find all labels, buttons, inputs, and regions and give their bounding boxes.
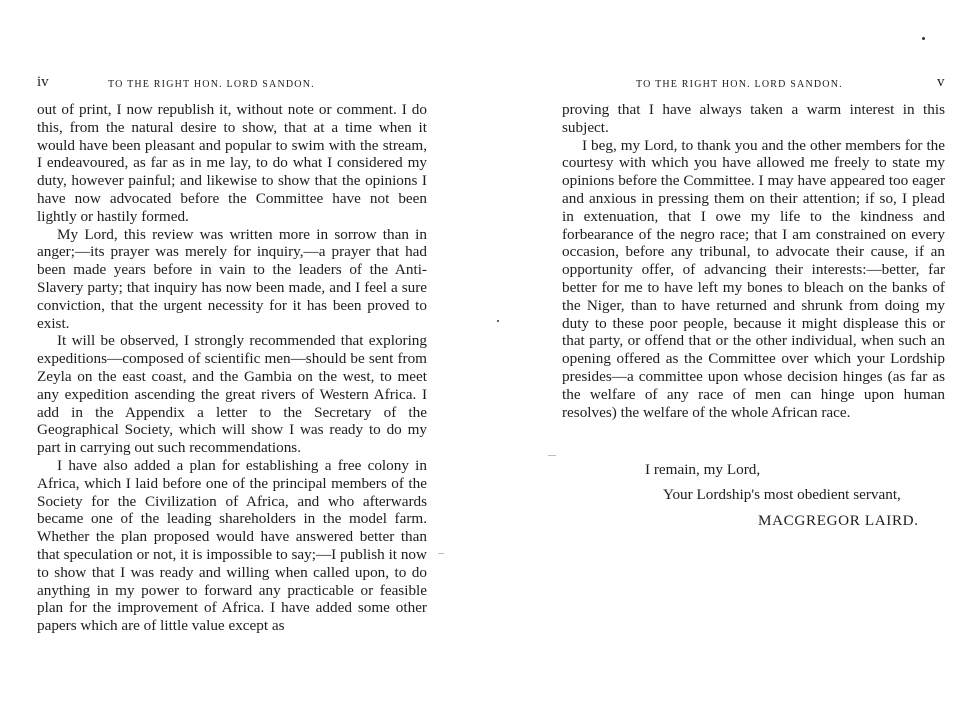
right-body-text	[562, 101, 945, 421]
left-paragraph-1: out of print, I now republish it, without note or comment. I do this, from the natural desire to show, that at a time when it would have been pleasant and popular to swim with the stream, I endeavoured, as far as in me lay, to do what I considered my duty, however painful; and likewise to show that the opinions I have now advocated before the Committee have not been lightly or hastily formed.	[37, 101, 427, 225]
closing-line: I remain, my Lord,	[645, 461, 761, 478]
left-paragraph-3: It will be observed, I strongly recommended that exploring expeditions—composed of scientific men—should be sent from Zeyla on the east coast, and the Gambia on the west, to meet any expedition ascending the great rivers of Western Africa. I add in the Appendix a letter to the Secretary of the Geographical Society, which will show I was ready to do my part in carrying out such recommendations.	[37, 332, 427, 457]
left-folio: iv	[37, 74, 49, 90]
right-running-head: TO THE RIGHT HON. LORD SANDON.	[636, 79, 843, 90]
signature: MACGREGOR LAIRD.	[758, 512, 919, 529]
margin-mark	[438, 553, 444, 554]
left-paragraph-4: I have also added a plan for establishing a free colony in Africa, which I laid before one of the principal members of the Society for the Civilization of Africa, and who afterwards became one of the leading shareholders in the model farm. Whether the plan proposed would have answered better than that speculation or not, it is impossible to say;—I publish it now to show that I was ready and willing when called upon, to do anything in my power to forward any practicable or feasible plan for the improvement of Africa. I have added some other papers which are of little value except as	[37, 456, 427, 635]
right-folio: v	[937, 74, 945, 90]
right-paragraph-1: proving that I have always taken a warm interest in this subject.	[562, 101, 945, 136]
left-running-head: TO THE RIGHT HON. LORD SANDON.	[108, 79, 315, 90]
left-body-text	[37, 101, 427, 635]
left-paragraph-2: My Lord, this review was written more in sorrow than in anger;—its prayer was merely for inquiry,—a prayer that had been made years before in vain to the leaders of the Anti-Slavery party; that inquiry has now been made, and I feel a sure conviction, that the urgent necessity for it has been proved to exist.	[37, 225, 427, 332]
speck-mark	[922, 37, 925, 40]
right-paragraph-2: I beg, my Lord, to thank you and the other members for the courtesy with which you have allowed me freely to state my opinions before the Committee. I may have appeared too eager and anxious in pressing them on their attention; if so, I plead in extenuation, that I owe my life to the kindness and forbearance of the negro race; that I am constrained on every occasion, before any tribunal, to advocate their cause, if an opportunity offer, of advancing their interests:—better, far better for me to have left my bones to bleach on the banks of the Niger, than to have returned and shrunk from doing my duty to these poor people, because it might displease this or that party, or offend that or the other individual, when such an opening offered as the Committee over which your Lordship presides—a committee upon whose decision hinges (as far as the welfare of any race of men can hinge upon human resolves) the welfare of the whole African race.	[562, 136, 945, 421]
right-page	[490, 0, 980, 724]
margin-mark	[548, 455, 556, 456]
speck-mark	[497, 320, 499, 322]
servant-line: Your Lordship's most obedient servant,	[663, 486, 901, 503]
